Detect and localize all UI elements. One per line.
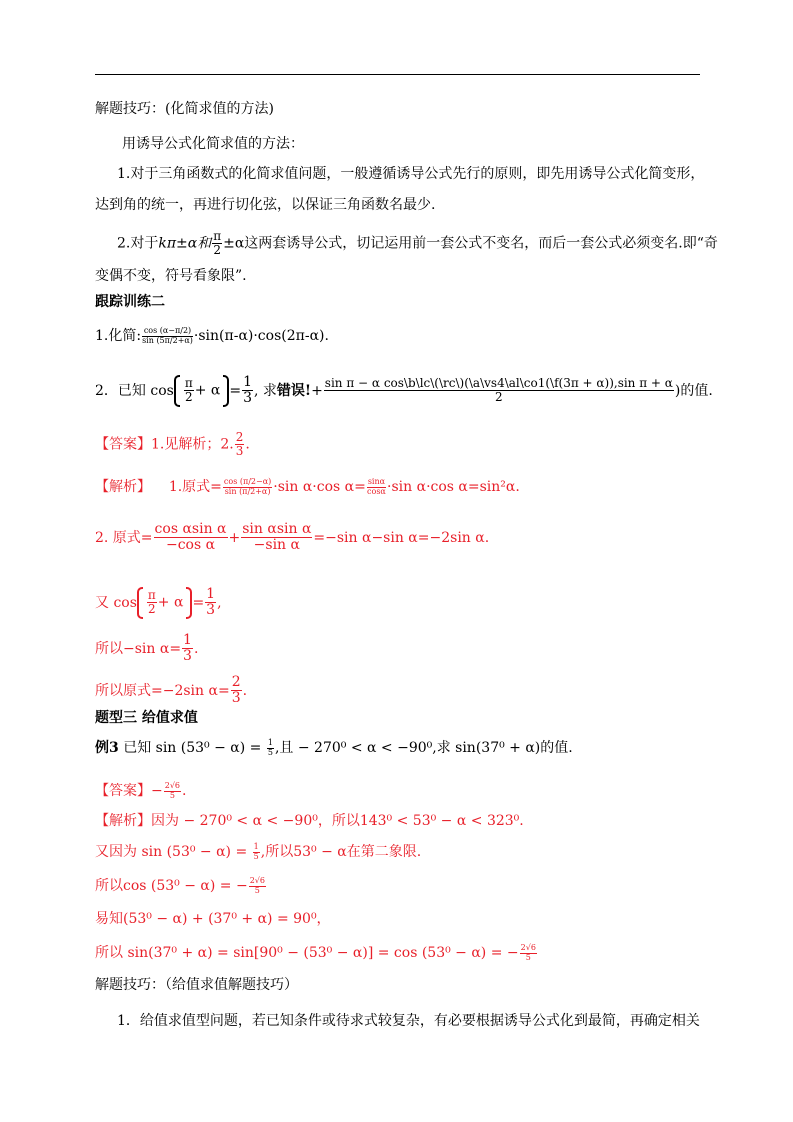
frac-num: sin π − α cos\b\lc\(\rc\)(\a\vs4\al\co1(\f(3π + α)),sin π + α (324, 376, 673, 391)
t3-ana3-frac (249, 877, 266, 896)
frac-den: 5 (169, 790, 175, 800)
q2-end: )的值. (674, 382, 713, 399)
t3-ana2-frac (253, 843, 260, 862)
a1-post: ·sin α·cos α=sin²α. (387, 479, 520, 495)
a5-two-thirds (231, 675, 242, 707)
t3-ans-tag: 【答案】 (95, 783, 151, 799)
a3-post: , (217, 594, 222, 611)
answer-two-thirds (235, 431, 245, 458)
frac-num: 1 (253, 841, 259, 851)
type3-tip-heading: 解题技巧：（给值求值解题技巧） (95, 977, 298, 993)
analysis-line1 (95, 477, 520, 497)
frac-den: 2 (184, 390, 193, 405)
frac-num: 1 (243, 374, 252, 390)
a3-eq: = (192, 594, 205, 611)
q1-post: ·sin(π-α)·cos(2π-α). (193, 328, 329, 344)
frac-den: 2 (213, 243, 221, 258)
a5-post: . (242, 682, 248, 699)
t3-ana2-b: ,所以53⁰ − α在第二象限. (260, 844, 422, 860)
a3-one-third (205, 587, 216, 619)
a5-pre: 所以原式=−2sin α= (95, 682, 230, 699)
frac-den: 5 (267, 747, 273, 757)
t3-ans-dot: . (182, 783, 187, 799)
a2-post: =−sin α−sin α=−2sin α. (313, 529, 490, 546)
analysis-line5 (95, 675, 247, 707)
t3-ana3-a: 所以cos (53⁰ − α) = − (95, 878, 248, 894)
frac-den: 3 (183, 648, 192, 665)
frac-num: 2√6 (520, 942, 536, 952)
frac-num: sin αsin α (242, 521, 312, 537)
answer-tag: 【答案】 (95, 436, 151, 453)
a4-one-third (182, 633, 193, 665)
q1-fraction (142, 327, 193, 346)
track-title: 跟踪训练二 (95, 294, 165, 310)
frac-num: 1 (183, 632, 192, 648)
frac-den: 3 (231, 690, 241, 707)
frac-den: 2 (148, 602, 156, 617)
frac-den: sin (5π/2+α) (142, 335, 193, 345)
frac-den: 5 (525, 952, 531, 962)
tips-point1-line1: 1.对于三角函数式的化简求值问题，一般遵循诱导公式先行的原则，即先用诱导公式化简变形， (117, 166, 705, 182)
frac-num: sinα (367, 476, 386, 486)
tips-intro: 用诱导公式化简求值的方法： (122, 136, 304, 152)
frac-den: cosα (367, 486, 386, 496)
type3-analysis-line1 (95, 811, 524, 831)
tips-point2-line2: 变偶不变，符号看象限”. (95, 268, 247, 284)
q2-one-third (242, 375, 253, 407)
tips-point2-line1 (117, 230, 718, 257)
analysis-tag: 【解析】 (95, 479, 151, 495)
tips-heading: 解题技巧：(化简求值的方法) (95, 101, 274, 117)
t3-ana2-a: 又因为 sin (53⁰ − α) = (95, 844, 252, 860)
a1-frac1 (223, 478, 272, 497)
q2-plus2: + (311, 382, 323, 399)
analysis-line2 (95, 522, 489, 554)
q2-pi-frac (184, 377, 194, 404)
t3-ana-tag: 【解析】 (95, 813, 151, 829)
pi-over-2 (212, 230, 222, 257)
type3-analysis-line2 (95, 842, 421, 862)
q2-pre: 2．已知 cos (95, 382, 174, 399)
t3-ans-minus: − (151, 783, 163, 799)
frac-num: cos αsin α (154, 521, 227, 537)
type3-title: 题型三 给值求值 (95, 710, 198, 726)
a2-frac1 (154, 522, 228, 554)
type3-analysis-line5 (95, 943, 538, 963)
t3-ans-frac (164, 782, 181, 801)
tips-point1-line2: 达到角的统一，再进行切化弦，以保证三角函数名最少. (95, 197, 436, 213)
ex-one-fifth (267, 739, 274, 758)
q2-plus: + α (194, 382, 221, 399)
a1-mid: ·sin α·cos α= (273, 479, 366, 495)
a1-pre: 1.原式= (168, 479, 222, 495)
q2-mid: , 求 (254, 382, 277, 399)
frac-den: 2 (495, 390, 503, 405)
a2-plus: + (228, 529, 241, 546)
frac-den: 3 (206, 602, 216, 619)
frac-den: sin (π/2+α) (224, 486, 271, 496)
frac-den: 5 (254, 885, 260, 895)
ex-text-a: 已知 sin (53⁰ − α) = (118, 740, 266, 756)
t3-ana1: 因为 − 270⁰ < α < −90⁰，所以143⁰ < 53⁰ − α < 323⁰. (151, 813, 524, 829)
frac-num: 2 (231, 674, 241, 690)
answer-line: 【答案】1.见解析；2. $\frac{2}{3}$ . (95, 430, 250, 459)
p2-k: kπ±α和 (158, 235, 212, 252)
p2-pre: 2.对于 (117, 235, 159, 252)
ex-tag: 例3 (95, 740, 119, 756)
frac-num: π (147, 588, 156, 603)
frac-num: π (213, 229, 222, 243)
q2-eq: = (229, 382, 242, 399)
p2-post: ±α这两套诱导公式，切记运用前一套公式不变名，而后一套公式必须变名.即“奇 (223, 235, 718, 252)
a4-post: . (193, 640, 199, 657)
frac-num: cos (α−π/2) (143, 325, 192, 335)
a3-pre: 又 cos (95, 594, 137, 611)
analysis-line4 (95, 633, 198, 665)
frac-num: 2 (235, 430, 244, 444)
a3-paren (142, 589, 188, 616)
frac-num: 1 (206, 586, 216, 602)
frac-den: −sin α (253, 537, 300, 554)
a3-plus: + α (157, 594, 184, 611)
type3-analysis-line4: 易知(53⁰ − α) + (37⁰ + α) = 90⁰， (95, 911, 331, 927)
q2-error: 错误! (276, 382, 312, 399)
answer-text: 1.见解析；2. (151, 436, 234, 453)
frac-num: cos (π/2−α) (223, 476, 272, 486)
t3-ana5-frac (520, 944, 537, 963)
track-q1 (95, 326, 329, 346)
a4-pre: 所以−sin α= (95, 640, 182, 657)
frac-num: π (184, 376, 193, 391)
q1-pre: 1.化简: (95, 328, 142, 344)
analysis-line3 (95, 587, 222, 619)
q2-big-frac (324, 377, 674, 404)
type3-tip1: 1．给值求值型问题，若已知条件或待求式较复杂，有必要根据诱导公式化到最简，再确定相关 (117, 1013, 700, 1029)
ex-text-b: ,且 − 270⁰ < α < −90⁰,求 sin(37⁰ + α)的值. (274, 740, 573, 756)
frac-num: 1 (267, 737, 273, 747)
frac-den: 3 (235, 444, 244, 459)
example3 (95, 738, 573, 758)
frac-den: 3 (243, 390, 252, 407)
type3-analysis-line3 (95, 876, 267, 896)
a1-frac2 (367, 478, 386, 497)
t3-ana5-a: 所以 sin(37⁰ + α) = sin[90⁰ − (53⁰ − α)] = cos (53⁰ − α) = − (95, 945, 519, 961)
frac-num: 2√6 (249, 875, 265, 885)
frac-den: −cos α (165, 537, 216, 554)
a2-pre: 2. 原式= (95, 529, 153, 546)
frac-den: 5 (253, 851, 259, 861)
header-rule (95, 74, 700, 75)
a2-frac2 (241, 522, 312, 554)
q2-paren (179, 377, 225, 404)
track-q2 (95, 375, 713, 407)
type3-answer (95, 781, 186, 801)
a3-pi-frac (147, 589, 157, 616)
frac-num: 2√6 (164, 780, 181, 790)
